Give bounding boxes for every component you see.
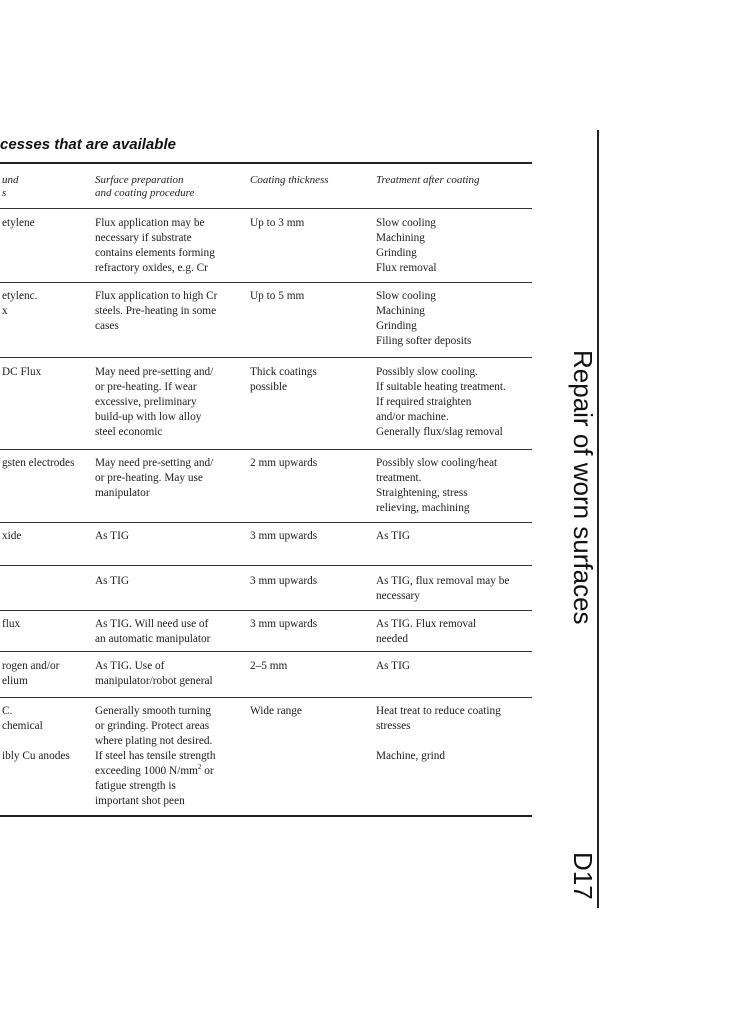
cell-line: flux [2, 618, 21, 630]
table-cell-c3 [250, 659, 287, 674]
cell-line: 3 mm upwards [250, 618, 318, 630]
row-rule [0, 610, 532, 611]
cell-line: Generally smooth turning [95, 705, 212, 717]
cell-line: chemical [2, 720, 43, 732]
cell-line: manipulator/robot general [95, 675, 213, 687]
cell-line: steels. Pre-heating in some [95, 305, 217, 317]
cell-line: or pre-heating. May use [95, 472, 203, 484]
cell-line: fatigue strength is [95, 780, 176, 792]
table-cell-c4 [376, 216, 437, 276]
table-cell-c2 [95, 529, 129, 544]
header-col2-line1: Surface preparation [95, 174, 184, 186]
table-cell-c4 [376, 574, 509, 604]
row-rule [0, 357, 532, 358]
table-cell-c1 [2, 216, 35, 231]
table-cell-c2 [95, 289, 217, 334]
table-cell-c3 [250, 617, 317, 632]
cell-line: rogen and/or [2, 660, 60, 672]
cell-line: Slow cooling [376, 217, 436, 229]
table-cell-c3 [250, 289, 304, 304]
table-cell-c2 [95, 365, 213, 440]
cell-line: Up to 5 mm [250, 290, 305, 302]
cell-line: elium [2, 675, 28, 687]
cell-line: Wide range [250, 705, 302, 717]
cell-line: and/or machine. [376, 411, 449, 423]
header-col1-line1: und [2, 174, 19, 186]
cell-line: possible [250, 381, 288, 393]
row-rule [0, 697, 532, 698]
header-col4: Treatment after coating [376, 174, 480, 186]
cell-line: As TIG. Use of [95, 660, 165, 672]
cell-line: exceeding 1000 $N/mm^2$ or [95, 763, 214, 777]
header-rule [0, 208, 532, 209]
cell-line: As TIG, flux removal may be [376, 575, 510, 587]
cell-line: necessary [376, 590, 420, 602]
cell-line: Possibly slow cooling/heat [376, 457, 498, 469]
cell-line: If suitable heating treatment. [376, 381, 506, 393]
cell-line: As TIG [376, 530, 410, 542]
cell-line: May need pre-setting and/ [95, 457, 214, 469]
row-rule [0, 449, 532, 450]
header-col2-line2: and coating procedure [95, 187, 195, 199]
cell-line: Flux application may be [95, 217, 205, 229]
cell-line: Slow cooling [376, 290, 436, 302]
cell-line: If required straighten [376, 396, 472, 408]
cell-spacer [376, 734, 501, 749]
table-cell-c2 [95, 216, 215, 276]
table-cell-c1 [2, 617, 20, 632]
cell-line: Possibly slow cooling. [376, 366, 478, 378]
cell-line: refractory oxides, e.g. Cr [95, 262, 208, 274]
row-rule [0, 651, 532, 652]
cell-line: x [2, 305, 8, 317]
cell-line: an automatic manipulator [95, 633, 211, 645]
row-rule [0, 815, 532, 817]
table-cell-c4 [376, 659, 410, 674]
cell-line: relieving, machining [376, 502, 470, 514]
cell-line: Filing softer deposits [376, 335, 472, 347]
table-cell-c4 [376, 704, 501, 764]
table-cell-c3 [250, 704, 302, 719]
cell-line: Grinding [376, 320, 417, 332]
cell-line: As TIG [95, 530, 129, 542]
cell-line: ibly Cu anodes [2, 750, 70, 762]
cell-line: Flux application to high Cr [95, 290, 218, 302]
table-cell-c3 [250, 216, 304, 231]
cell-line: cases [95, 320, 119, 332]
page-code: D17 [568, 852, 598, 900]
table-cell-c1 [2, 289, 37, 319]
table-cell-c2 [95, 617, 210, 647]
cell-line: xide [2, 530, 22, 542]
header-col1-line2: s [2, 187, 7, 199]
cell-line: C. [2, 705, 13, 717]
cell-line: Straightening, stress [376, 487, 468, 499]
cell-line: As TIG. Will need use of [95, 618, 209, 630]
table-cell-c4 [376, 529, 410, 544]
cell-line: etylene [2, 217, 35, 229]
cell-line: As TIG [376, 660, 410, 672]
cell-line: needed [376, 633, 408, 645]
header-col2 [95, 174, 194, 200]
table-top-rule [0, 162, 532, 164]
cell-line: Machining [376, 232, 425, 244]
cell-line: etylenc. [2, 290, 38, 302]
table-cell-c1 [2, 659, 59, 689]
cell-line: manipulator [95, 487, 150, 499]
cell-line: Flux removal [376, 262, 437, 274]
cell-line: DC Flux [2, 366, 42, 378]
table-cell-c1 [2, 456, 74, 471]
header-col1 [2, 174, 19, 200]
cell-line: If steel has tensile strength [95, 750, 216, 762]
row-rule [0, 565, 532, 566]
table-cell-c4 [376, 289, 471, 349]
table-cell-c1 [2, 704, 70, 764]
page-title: cesses that are available [0, 136, 176, 153]
table-cell-c2 [95, 704, 215, 809]
cell-line: 3 mm upwards [250, 530, 318, 542]
cell-line: where plating not desired. [95, 735, 213, 747]
cell-line: 2 mm upwards [250, 457, 318, 469]
cell-line: As TIG [95, 575, 129, 587]
table-cell-c3 [250, 365, 317, 395]
cell-line: stresses [376, 720, 411, 732]
header-col3: Coating thickness [250, 174, 329, 186]
table-cell-c1 [2, 365, 41, 380]
table-cell-c4 [376, 617, 476, 647]
row-rule [0, 282, 532, 283]
table-cell-c2 [95, 574, 129, 589]
side-title: Repair of worn surfaces [568, 350, 598, 625]
cell-line: build-up with low alloy [95, 411, 202, 423]
cell-line: Thick coatings [250, 366, 317, 378]
table-cell-c1 [2, 529, 21, 544]
table-cell-c3 [250, 529, 317, 544]
cell-line: Machine, grind [376, 750, 446, 762]
table-cell-c4 [376, 365, 506, 440]
cell-line: May need pre-setting and/ [95, 366, 214, 378]
table-cell-c2 [95, 456, 213, 501]
table-cell-c3 [250, 456, 317, 471]
cell-line: excessive, preliminary [95, 396, 197, 408]
table-cell-c4 [376, 456, 497, 516]
cell-line: Up to 3 mm [250, 217, 305, 229]
cell-line: 2–5 mm [250, 660, 288, 672]
cell-line: gsten electrodes [2, 457, 75, 469]
cell-line: important shot peen [95, 795, 185, 807]
cell-line-tail: or [201, 765, 214, 777]
cell-line: Machining [376, 305, 425, 317]
row-rule [0, 522, 532, 523]
cell-line: necessary if substrate [95, 232, 192, 244]
cell-line: As TIG. Flux removal [376, 618, 477, 630]
cell-line: treatment. [376, 472, 422, 484]
superscript: 2 [197, 763, 202, 771]
cell-line: or pre-heating. If wear [95, 381, 197, 393]
cell-line: steel economic [95, 426, 163, 438]
table-cell-c2 [95, 659, 213, 689]
cell-line: Generally flux/slag removal [376, 426, 503, 438]
table-cell-c3 [250, 574, 317, 589]
cell-line: Grinding [376, 247, 417, 259]
cell-line: 3 mm upwards [250, 575, 318, 587]
cell-line: or grinding. Protect areas [95, 720, 210, 732]
cell-line: contains elements forming [95, 247, 215, 259]
cell-spacer [2, 734, 70, 749]
cell-line: Heat treat to reduce coating [376, 705, 501, 717]
